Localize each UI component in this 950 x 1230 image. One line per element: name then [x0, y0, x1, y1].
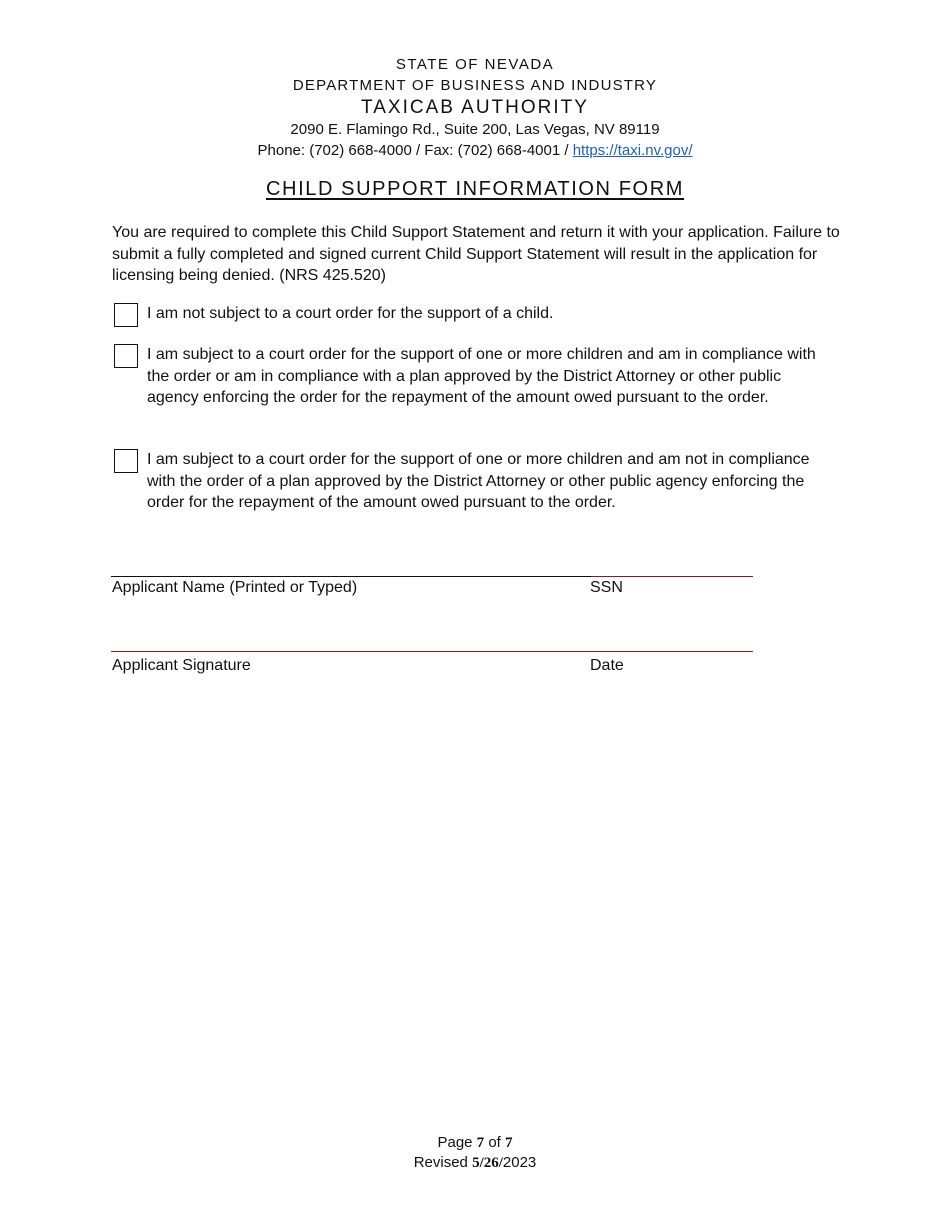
contact-line [0, 141, 950, 162]
option-label: I am subject to a court order for the support of one or more children and am in compliance with the order or am in compliance with a plan approved by the District Attorney or other public agency enforcing the order for the repayment of the amount owed pursuant to the order. [147, 346, 816, 406]
ssn-line[interactable] [591, 576, 753, 577]
page-title [0, 178, 950, 201]
signature-label: Applicant Signature [112, 657, 251, 674]
option-in-compliance [112, 344, 840, 409]
page-number: Page 7 of 7 [437, 1134, 513, 1151]
address: 2090 E. Flamingo Rd., Suite 200, Las Vegas, NV 89119 [290, 121, 660, 138]
signature-date-line[interactable] [111, 651, 753, 652]
website-link[interactable]: https://taxi.nv.gov/ [572, 141, 693, 159]
authority-name: TAXICAB AUTHORITY [361, 97, 589, 118]
intro-paragraph: You are required to complete this Child Support Statement and return it with your application. Failure to submit a fully completed and signed current Child Support Statement will result in the application for licensing being denied. (NRS 425.520) [112, 224, 840, 284]
page-footer [0, 1133, 950, 1173]
checkbox-not-subject[interactable] [114, 303, 138, 327]
date-label: Date [590, 657, 624, 674]
form-title: CHILD SUPPORT INFORMATION FORM [265, 178, 685, 200]
checkbox-not-in-compliance[interactable] [114, 449, 138, 473]
option-not-subject [112, 303, 840, 325]
revision-date: Revised 5/26/2023 [413, 1154, 537, 1171]
ssn-label: SSN [590, 579, 623, 596]
letterhead [0, 55, 950, 161]
option-label: I am subject to a court order for the support of one or more children and am not in compliance with the order of a plan approved by the District Attorney or other public agency enforcing the order for the repayment of the amount owed pursuant to the order. [147, 451, 810, 511]
applicant-name-label: Applicant Name (Printed or Typed) [112, 579, 358, 596]
applicant-name-line[interactable] [111, 576, 591, 577]
checkbox-in-compliance[interactable] [114, 344, 138, 368]
option-label: I am not subject to a court order for the support of a child. [147, 305, 554, 322]
phone-fax: Phone: (702) 668-4000 / Fax: (702) 668-4001 / [257, 141, 569, 159]
state-name: STATE OF NEVADA [395, 56, 555, 73]
option-not-in-compliance [112, 449, 840, 514]
department-name: DEPARTMENT OF BUSINESS AND INDUSTRY [292, 76, 658, 94]
